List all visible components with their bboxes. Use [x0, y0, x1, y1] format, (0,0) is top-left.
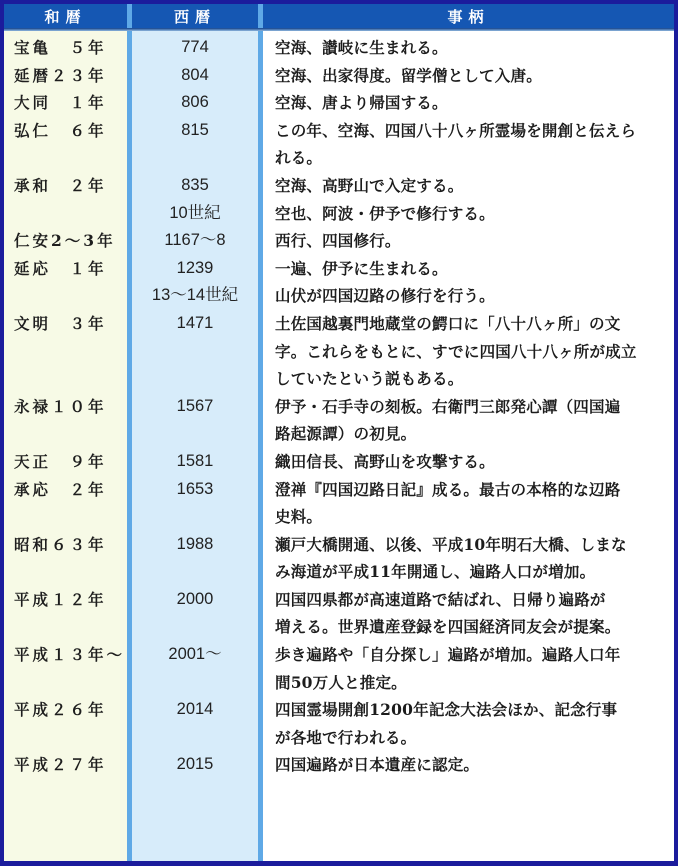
event-text-line: 澄禅『四国辺路日記』成る。最古の本格的な辺路 [275, 479, 621, 499]
event-cell [263, 117, 674, 172]
event-text-line: していたという説もある。 [275, 369, 464, 389]
wareki-cell: 承和 ２年 [14, 175, 107, 195]
table-row [4, 200, 674, 228]
table-row [4, 227, 674, 255]
event-cell [263, 227, 674, 255]
event-cell [263, 34, 674, 62]
wareki-cell: 大同 １年 [14, 93, 107, 113]
wareki-cell: 延暦２３年 [14, 65, 107, 85]
seireki-cell: 774 [181, 38, 209, 56]
table-header [4, 4, 674, 28]
header-seireki: 西暦 [173, 7, 216, 26]
event-cell [263, 200, 674, 228]
table-row [4, 282, 674, 310]
seireki-cell: 13〜14世紀 [151, 286, 239, 305]
event-text-line: 伊予・石手寺の刻板。右衛門三郎発心譚（四国遍 [275, 396, 621, 416]
seireki-cell: 2001〜 [168, 645, 222, 664]
event-text-line: 土佐国越裏門地蔵堂の鰐口に「八十八ヶ所」の文 [275, 313, 621, 333]
seireki-cell: 1988 [176, 534, 214, 553]
table-row [4, 586, 674, 641]
seireki-cell: 2014 [176, 700, 214, 719]
seireki-cell: 1471 [176, 313, 214, 332]
wareki-cell: 承応 ２年 [14, 479, 107, 499]
event-cell [263, 393, 674, 448]
event-text-line: み海道が平成11年開通し、遍路人口が増加。 [275, 562, 596, 582]
event-cell [263, 255, 674, 283]
seireki-cell: 2015 [176, 755, 214, 774]
wareki-cell: 文明 ３年 [14, 313, 107, 333]
wareki-cell [4, 282, 127, 310]
seireki-cell: 1567 [176, 396, 214, 415]
header-rule [4, 28, 674, 31]
table-row [4, 310, 674, 393]
event-text-line: この年、空海、四国八十八ヶ所霊場を開創と伝えら [275, 120, 637, 140]
event-text-line: 四国霊場開創1200年記念大法会ほか、記念行事 [275, 700, 618, 720]
seireki-cell: 1653 [176, 479, 214, 498]
wareki-cell: 永禄１０年 [14, 396, 107, 416]
event-text-line: 路起源譚）の初見。 [275, 424, 417, 444]
event-text-line: れる。 [275, 148, 323, 168]
event-text-line: 史料。 [275, 507, 323, 527]
table-row [4, 89, 674, 117]
wareki-cell: 平成１２年 [14, 589, 107, 609]
event-text-line: 四国遍路が日本遺産に認定。 [275, 755, 480, 775]
event-text-line: が各地で行われる。 [275, 727, 417, 747]
wareki-cell: 弘仁 ６年 [14, 120, 107, 140]
event-text-line: 空海、讃岐に生まれる。 [275, 38, 448, 57]
wareki-cell: 昭和６３年 [14, 534, 107, 554]
table-row [4, 448, 674, 476]
wareki-cell: 平成２６年 [14, 700, 107, 720]
wareki-cell: 宝亀 ５年 [14, 38, 107, 57]
seireki-cell: 1581 [176, 451, 214, 470]
event-text-line: 空海、唐より帰国する。 [275, 93, 448, 113]
seireki-cell: 1239 [176, 258, 214, 277]
wareki-cell: 延応 １年 [14, 258, 107, 278]
event-text-line: 空也、阿波・伊予で修行する。 [275, 203, 495, 223]
table-row [4, 476, 674, 531]
seireki-cell: 804 [181, 65, 209, 84]
wareki-cell: 仁安2〜3年 [14, 231, 116, 251]
seireki-cell: 806 [181, 93, 209, 112]
seireki-cell: 10世紀 [169, 203, 221, 222]
table-row [4, 393, 674, 448]
table-row [4, 531, 674, 586]
event-text-line: 山伏が四国辺路の修行を行う。 [275, 286, 495, 306]
seireki-cell: 1167〜8 [164, 231, 226, 250]
event-text-line: 空海、高野山で入定する。 [275, 175, 464, 195]
wareki-cell: 平成１３年〜 [14, 645, 126, 665]
wareki-cell [4, 200, 127, 228]
event-cell [263, 586, 674, 641]
seireki-cell: 815 [181, 120, 209, 139]
table-row [4, 696, 674, 751]
event-text-line: 字。これらをもとに、すでに四国八十八ヶ所が成立 [275, 341, 637, 361]
event-text-line: 間50万人と推定。 [275, 672, 407, 692]
table-row [4, 641, 674, 696]
event-cell [263, 172, 674, 200]
table-body [4, 34, 674, 779]
event-cell [263, 531, 674, 586]
event-text-line: 増える。世界遺産登録を四国経済同友会が提案。 [275, 617, 621, 637]
header-event: 事柄 [447, 7, 490, 26]
event-text-line: 瀬戸大橋開通、以後、平成10年明石大橋、しまな [275, 534, 627, 554]
header-wareki: 和暦 [44, 7, 87, 26]
event-cell [263, 751, 674, 779]
table-row [4, 34, 674, 62]
event-text-line: 一遍、伊予に生まれる。 [275, 258, 448, 278]
wareki-cell: 天正 ９年 [14, 451, 107, 471]
wareki-cell: 平成２７年 [14, 755, 107, 775]
table-row [4, 117, 674, 172]
event-text-line: 四国四県都が高速道路で結ばれ、日帰り遍路が [275, 589, 606, 609]
event-cell [263, 89, 674, 117]
table-row [4, 62, 674, 90]
table-row [4, 172, 674, 200]
table-row [4, 751, 674, 779]
event-text-line: 空海、出家得度。留学僧として入唐。 [275, 65, 542, 85]
event-cell [263, 282, 674, 310]
event-cell [263, 448, 674, 476]
event-text-line: 西行、四国修行。 [275, 231, 401, 251]
seireki-cell: 2000 [176, 589, 214, 608]
event-text-line: 歩き遍路や「自分探し」遍路が増加。遍路人口年 [275, 645, 621, 665]
event-cell [263, 310, 674, 393]
event-cell [263, 696, 674, 751]
table-row [4, 255, 674, 283]
timeline-table [4, 4, 674, 861]
event-cell [263, 641, 674, 696]
seireki-cell: 835 [181, 175, 209, 194]
event-text-line: 織田信長、高野山を攻撃する。 [275, 451, 495, 471]
event-cell [263, 476, 674, 531]
event-cell [263, 62, 674, 90]
